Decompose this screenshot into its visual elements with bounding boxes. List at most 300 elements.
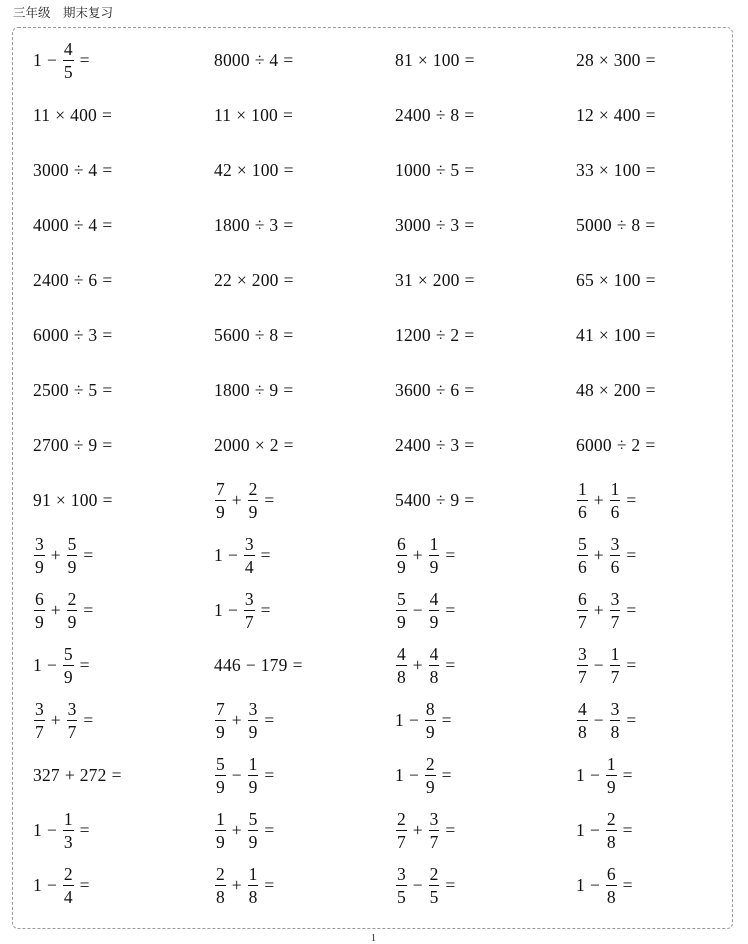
fraction-denominator: 9	[397, 557, 406, 577]
problem-item	[33, 528, 214, 583]
problem-item	[33, 803, 214, 858]
operand: 2500	[33, 379, 69, 400]
operator: ×	[55, 104, 66, 125]
operand: 4	[88, 214, 98, 235]
fraction-numerator: 5	[248, 809, 258, 829]
fraction	[396, 864, 407, 907]
operand: 3	[450, 434, 460, 455]
operator: ÷	[616, 214, 627, 235]
problem-item	[214, 253, 395, 308]
fraction-numerator: 6	[35, 589, 44, 609]
fraction-denominator: 6	[578, 502, 587, 522]
fraction-numerator: 3	[244, 589, 254, 609]
operator: −	[589, 819, 600, 840]
fraction-denominator: 7	[429, 832, 439, 852]
fraction	[34, 534, 45, 577]
operand: 1	[395, 764, 404, 785]
operator: +	[412, 544, 423, 565]
operand: 1	[214, 599, 223, 620]
fraction	[248, 864, 259, 907]
problem-item	[576, 198, 748, 253]
fraction	[610, 589, 621, 632]
problem-item	[395, 693, 576, 748]
problem-item	[214, 803, 395, 858]
problem-item	[395, 803, 576, 858]
fraction-numerator: 4	[429, 589, 439, 609]
fraction-denominator: 6	[610, 557, 620, 577]
page-number: 1	[371, 933, 376, 944]
fraction-bar	[215, 500, 226, 501]
equals-sign: =	[445, 544, 456, 565]
operand: 91	[33, 489, 51, 510]
fraction-bar	[396, 610, 407, 611]
problem-grid	[33, 33, 748, 913]
operator: −	[412, 874, 423, 895]
fraction-bar	[606, 775, 617, 776]
equals-sign: =	[441, 764, 452, 785]
operator: +	[50, 599, 61, 620]
equals-sign: =	[645, 269, 656, 290]
equals-sign: =	[626, 489, 637, 510]
fraction	[610, 644, 621, 687]
problem-item	[214, 748, 395, 803]
operator: −	[231, 764, 242, 785]
problem-item	[576, 418, 748, 473]
equals-sign: =	[102, 489, 113, 510]
fraction-denominator: 9	[425, 722, 435, 742]
problem-item	[214, 363, 395, 418]
fraction-denominator: 7	[244, 612, 254, 632]
problem-item	[576, 308, 748, 363]
fraction-numerator: 1	[248, 754, 258, 774]
operator: +	[50, 709, 61, 730]
operator: −	[46, 654, 57, 675]
equals-sign: =	[264, 764, 275, 785]
operand: 3600	[395, 379, 431, 400]
operand: 2	[450, 324, 460, 345]
fraction	[63, 809, 74, 852]
fraction-denominator: 7	[35, 722, 44, 742]
fraction-denominator: 5	[63, 62, 73, 82]
operator: −	[589, 764, 600, 785]
operator: −	[46, 49, 57, 70]
operand: 11	[33, 104, 51, 125]
fraction-numerator: 3	[578, 644, 587, 664]
operator: ÷	[73, 324, 84, 345]
operator: +	[593, 599, 604, 620]
operand: 8000	[214, 49, 250, 70]
fraction-denominator: 8	[216, 887, 225, 907]
operand: 4	[269, 49, 279, 70]
fraction-numerator: 5	[397, 589, 406, 609]
operand: 200	[432, 269, 460, 290]
fraction	[429, 534, 440, 577]
operand: 2400	[395, 104, 431, 125]
operator: ×	[598, 49, 609, 70]
problem-item	[395, 33, 576, 88]
operand: 100	[613, 159, 641, 180]
operator: −	[408, 709, 419, 730]
operator: +	[231, 489, 242, 510]
problem-item	[576, 858, 748, 913]
fraction-bar	[215, 720, 226, 721]
operator: ÷	[254, 214, 265, 235]
problem-item	[33, 88, 214, 143]
operand: 31	[395, 269, 413, 290]
fraction-bar	[429, 885, 440, 886]
fraction-denominator: 4	[244, 557, 254, 577]
problem-item	[395, 363, 576, 418]
problem-item	[214, 33, 395, 88]
equals-sign: =	[264, 819, 275, 840]
fraction-denominator: 9	[216, 777, 225, 797]
operator: ÷	[435, 324, 446, 345]
operator: ×	[254, 434, 265, 455]
operator: ×	[598, 379, 609, 400]
fraction-numerator: 3	[429, 809, 439, 829]
fraction-numerator: 6	[606, 864, 616, 884]
operand: 272	[79, 764, 107, 785]
operator: ×	[417, 269, 428, 290]
operator: +	[231, 819, 242, 840]
fraction	[34, 589, 45, 632]
fraction-numerator: 3	[397, 864, 406, 884]
equals-sign: =	[102, 104, 112, 125]
operator: +	[231, 874, 242, 895]
fraction-bar	[215, 775, 226, 776]
operator: −	[593, 654, 604, 675]
operand: 100	[70, 489, 98, 510]
operand: 6	[450, 379, 460, 400]
fraction-bar	[396, 665, 407, 666]
fraction	[244, 589, 255, 632]
problem-item	[395, 143, 576, 198]
problem-item	[395, 308, 576, 363]
fraction-bar	[63, 60, 74, 61]
operator: −	[245, 654, 256, 675]
operand: 81	[395, 49, 413, 70]
problem-item	[395, 253, 576, 308]
fraction	[215, 479, 226, 522]
fraction-denominator: 9	[248, 502, 258, 522]
operator: −	[589, 874, 600, 895]
operand: 48	[576, 379, 594, 400]
problem-item	[214, 693, 395, 748]
problem-item	[33, 473, 214, 528]
equals-sign: =	[626, 544, 637, 565]
fraction-denominator: 5	[397, 887, 406, 907]
fraction-numerator: 7	[216, 699, 225, 719]
fraction-numerator: 3	[35, 534, 44, 554]
operator: −	[408, 764, 419, 785]
operand: 300	[613, 49, 641, 70]
operand: 4	[88, 159, 98, 180]
problem-item	[576, 253, 748, 308]
fraction-denominator: 9	[35, 612, 44, 632]
equals-sign: =	[626, 654, 637, 675]
operator: ÷	[73, 379, 84, 400]
fraction-bar	[577, 610, 588, 611]
operand: 65	[576, 269, 594, 290]
problem-item	[395, 473, 576, 528]
fraction-numerator: 3	[67, 699, 77, 719]
fraction-numerator: 2	[216, 864, 225, 884]
fraction-bar	[396, 830, 407, 831]
fraction-numerator: 5	[216, 754, 225, 774]
problem-item	[576, 638, 748, 693]
equals-sign: =	[264, 489, 275, 510]
fraction-bar	[244, 555, 255, 556]
operator: ÷	[435, 214, 446, 235]
operand: 8	[269, 324, 279, 345]
equals-sign: =	[283, 214, 294, 235]
fraction-bar	[248, 720, 259, 721]
fraction-numerator: 5	[67, 534, 77, 554]
operator: −	[227, 544, 238, 565]
equals-sign: =	[464, 104, 475, 125]
fraction-denominator: 9	[35, 557, 44, 577]
fraction-bar	[34, 555, 45, 556]
fraction-bar	[610, 555, 621, 556]
fraction-numerator: 4	[63, 39, 73, 59]
fraction	[248, 754, 259, 797]
fraction	[577, 699, 588, 742]
operator: ÷	[435, 434, 446, 455]
operator: ÷	[254, 49, 265, 70]
equals-sign: =	[622, 874, 633, 895]
equals-sign: =	[79, 874, 90, 895]
fraction-bar	[577, 720, 588, 721]
problem-item	[214, 583, 395, 638]
fraction-bar	[610, 500, 621, 501]
equals-sign: =	[464, 49, 475, 70]
equals-sign: =	[79, 49, 90, 70]
fraction-bar	[248, 775, 259, 776]
operator: ÷	[435, 489, 446, 510]
fraction	[248, 479, 259, 522]
operand: 100	[432, 49, 460, 70]
fraction-bar	[610, 720, 621, 721]
operator: ×	[417, 49, 428, 70]
operand: 200	[613, 379, 641, 400]
fraction-denominator: 9	[216, 502, 225, 522]
equals-sign: =	[79, 819, 90, 840]
fraction-denominator: 7	[610, 667, 620, 687]
fraction	[396, 589, 407, 632]
equals-sign: =	[83, 599, 94, 620]
fraction	[610, 699, 621, 742]
operand: 100	[251, 104, 278, 125]
fraction-bar	[63, 830, 74, 831]
problem-item	[33, 638, 214, 693]
problem-item	[395, 198, 576, 253]
operand: 400	[613, 104, 641, 125]
operand: 327	[33, 764, 60, 785]
fraction-denominator: 5	[429, 887, 439, 907]
fraction-denominator: 9	[63, 667, 73, 687]
fraction	[429, 864, 440, 907]
fraction-numerator: 3	[610, 534, 620, 554]
equals-sign: =	[464, 489, 475, 510]
operator: −	[227, 599, 238, 620]
problem-item	[33, 583, 214, 638]
fraction-denominator: 8	[606, 887, 616, 907]
problem-item	[33, 198, 214, 253]
operand: 33	[576, 159, 594, 180]
fraction-bar	[248, 830, 259, 831]
operand: 3	[88, 324, 98, 345]
equals-sign: =	[283, 269, 294, 290]
fraction-bar	[577, 500, 588, 501]
operand: 100	[613, 324, 641, 345]
fraction-denominator: 9	[248, 832, 258, 852]
fraction-bar	[606, 830, 617, 831]
fraction	[215, 699, 226, 742]
operator: ×	[55, 489, 66, 510]
equals-sign: =	[645, 214, 656, 235]
fraction-denominator: 8	[397, 667, 406, 687]
fraction-numerator: 5	[578, 534, 587, 554]
fraction-bar	[610, 665, 621, 666]
fraction	[425, 699, 436, 742]
fraction-numerator: 7	[216, 479, 225, 499]
problem-item	[214, 198, 395, 253]
fraction	[429, 809, 440, 852]
operand: 28	[576, 49, 594, 70]
fraction	[429, 644, 440, 687]
operand: 41	[576, 324, 594, 345]
operand: 100	[251, 159, 279, 180]
fraction	[63, 39, 74, 82]
operator: +	[593, 489, 604, 510]
fraction-bar	[34, 610, 45, 611]
equals-sign: =	[622, 819, 633, 840]
fraction	[248, 699, 259, 742]
problem-item	[33, 363, 214, 418]
problem-item	[576, 583, 748, 638]
fraction-denominator: 9	[429, 612, 439, 632]
equals-sign: =	[645, 324, 656, 345]
fraction-numerator: 2	[63, 864, 73, 884]
operand: 1000	[395, 159, 431, 180]
equals-sign: =	[292, 654, 303, 675]
operand: 2	[631, 434, 641, 455]
operator: +	[412, 819, 423, 840]
operator: ÷	[73, 434, 84, 455]
fraction-denominator: 8	[606, 832, 616, 852]
operand: 179	[260, 654, 288, 675]
equals-sign: =	[626, 599, 637, 620]
operator: ×	[236, 269, 247, 290]
operand: 100	[613, 269, 641, 290]
fraction	[396, 644, 407, 687]
fraction-numerator: 2	[397, 809, 406, 829]
fraction-denominator: 9	[248, 722, 258, 742]
equals-sign: =	[645, 49, 656, 70]
problem-item	[576, 693, 748, 748]
operator: ×	[598, 159, 609, 180]
operator: ×	[236, 104, 247, 125]
operator: −	[46, 819, 57, 840]
operator: −	[412, 599, 423, 620]
fraction-bar	[215, 885, 226, 886]
equals-sign: =	[102, 434, 113, 455]
fraction-denominator: 9	[606, 777, 616, 797]
operator: ×	[598, 269, 609, 290]
operand: 3	[269, 214, 279, 235]
fraction	[425, 754, 436, 797]
fraction	[577, 479, 588, 522]
operand: 200	[251, 269, 279, 290]
equals-sign: =	[464, 434, 475, 455]
fraction-numerator: 1	[248, 864, 258, 884]
fraction-numerator: 4	[397, 644, 406, 664]
operator: ×	[598, 104, 609, 125]
operand: 5	[450, 159, 460, 180]
fraction-denominator: 9	[429, 557, 439, 577]
operator: ÷	[435, 379, 446, 400]
fraction-bar	[248, 885, 259, 886]
fraction-denominator: 9	[216, 832, 225, 852]
fraction-numerator: 2	[606, 809, 616, 829]
problem-item	[395, 88, 576, 143]
equals-sign: =	[445, 874, 456, 895]
problem-item	[33, 858, 214, 913]
equals-sign: =	[260, 599, 271, 620]
fraction-numerator: 3	[35, 699, 44, 719]
equals-sign: =	[445, 654, 456, 675]
equals-sign: =	[445, 819, 456, 840]
fraction-bar	[429, 610, 440, 611]
operand: 6	[88, 269, 98, 290]
fraction-bar	[577, 665, 588, 666]
operand: 2400	[33, 269, 69, 290]
equals-sign: =	[102, 324, 113, 345]
fraction	[610, 534, 621, 577]
operand: 400	[70, 104, 97, 125]
fraction	[67, 534, 78, 577]
fraction	[63, 864, 74, 907]
operator: +	[50, 544, 61, 565]
fraction-bar	[67, 720, 78, 721]
fraction	[215, 809, 226, 852]
equals-sign: =	[102, 269, 113, 290]
operand: 2700	[33, 434, 69, 455]
operator: ÷	[435, 159, 446, 180]
fraction-bar	[425, 720, 436, 721]
operand: 8	[450, 104, 460, 125]
problem-item	[395, 748, 576, 803]
problem-item	[395, 858, 576, 913]
fraction-denominator: 7	[578, 667, 587, 687]
equals-sign: =	[260, 544, 271, 565]
operator: ×	[236, 159, 247, 180]
problem-item	[33, 418, 214, 473]
operator: ÷	[616, 434, 627, 455]
equals-sign: =	[464, 269, 475, 290]
operand: 1	[33, 874, 42, 895]
fraction	[215, 864, 226, 907]
operand: 4000	[33, 214, 69, 235]
fraction-denominator: 9	[67, 612, 77, 632]
problem-item	[33, 33, 214, 88]
equals-sign: =	[445, 599, 456, 620]
equals-sign: =	[102, 379, 113, 400]
fraction	[610, 479, 621, 522]
operand: 1	[214, 544, 223, 565]
operator: ÷	[73, 214, 84, 235]
worksheet-title: 三年级 期末复习	[13, 5, 114, 20]
